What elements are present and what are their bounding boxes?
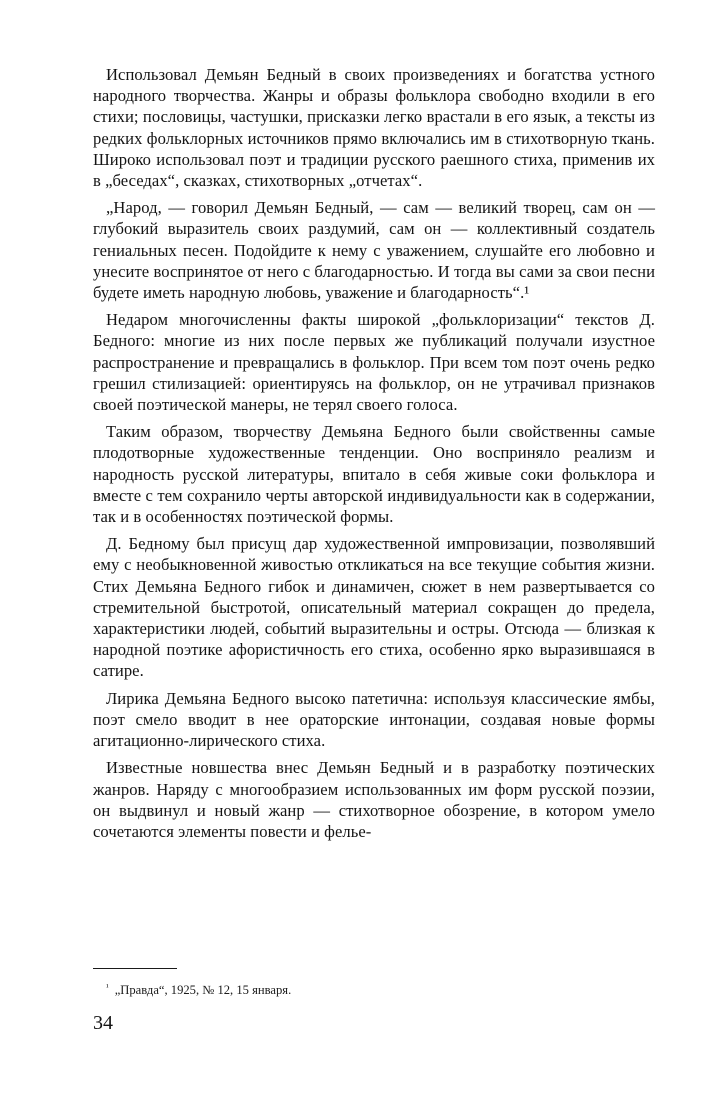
footnote-divider — [93, 968, 177, 969]
body-text — [93, 64, 655, 848]
footnote — [106, 980, 626, 998]
footnote-mark: ¹ — [106, 982, 109, 992]
paragraph-6: Лирика Демьяна Бедного высоко патетична: используя классические ямбы, поэт смело вводит в нее ораторские интонации, создавая новые формы агитационно-лирического стиха. — [93, 688, 655, 751]
paragraph-4: Таким образом, творчеству Демьяна Бедного были свойственны самые плодотворные художественные тенденции. Оно восприняло реализм и народность русской литературы, впитало в себя живые соки фольклора и вместе с тем сохранило черты авторской индивидуальности как в содержании, так и в особенностях поэтической формы. — [93, 422, 655, 527]
paragraph-2-quote: „Народ, — говорил Демьян Бедный, — сам — великий творец, сам он — глубокий выразитель своих раздумий, сам он — коллективный создатель гениальных песен. Подойдите к нему с уважением, слушайте его любовно и унесите воспринятое от него с благодарностью. И тогда вы сами за свои песни будете иметь народную любовь, уважение и благодарность“.¹ — [93, 198, 655, 303]
paragraph-1: Использовал Демьян Бедный в своих произведениях и богатства устного народного творчества. Жанры и образы фольклора свободно входили в его стихи; пословицы, частушки, присказки легко врастали в его язык, а тексты из редких фольклорных источников прямо включались им в стихотворную ткань. Широко использовал поэт и традиции русского раешного стиха, применив их в „беседах“, сказках, стихотворных „отчетах“. — [93, 65, 655, 191]
paragraph-7: Известные новшества внес Демьян Бедный и в разработку поэтических жанров. Наряду с многообразием использованных им форм русской поэзии, он выдвинул и новый жанр — стихотворное обозрение, в котором умело сочетаются элементы повести и фелье- — [93, 758, 655, 841]
paragraph-3: Недаром многочисленны факты широкой „фольклоризации“ текстов Д. Бедного: многие из них после первых же публикаций получали изустное распространение и превращались в фольклор. При всем том поэт очень редко грешил стилизацией: ориентируясь на фольклор, он не утрачивал признаков своей поэтической манеры, не терял своего голоса. — [93, 310, 655, 415]
paragraph-5: Д. Бедному был присущ дар художественной импровизации, позволявший ему с необыкновенной живостью откликаться на все текущие события жизни. Стих Демьяна Бедного гибок и динамичен, сюжет в нем развертывается со стремительной быстротой, описательный материал сокращен до предела, характеристики людей, событий выразительны и остры. Отсюда — близкая к народной поэтике афористичность его стиха, особенно ярко выразившаяся в сатире. — [93, 534, 655, 681]
footnote-text: „Правда“, 1925, № 12, 15 января. — [114, 983, 292, 997]
page-number: 34 — [93, 1012, 113, 1034]
